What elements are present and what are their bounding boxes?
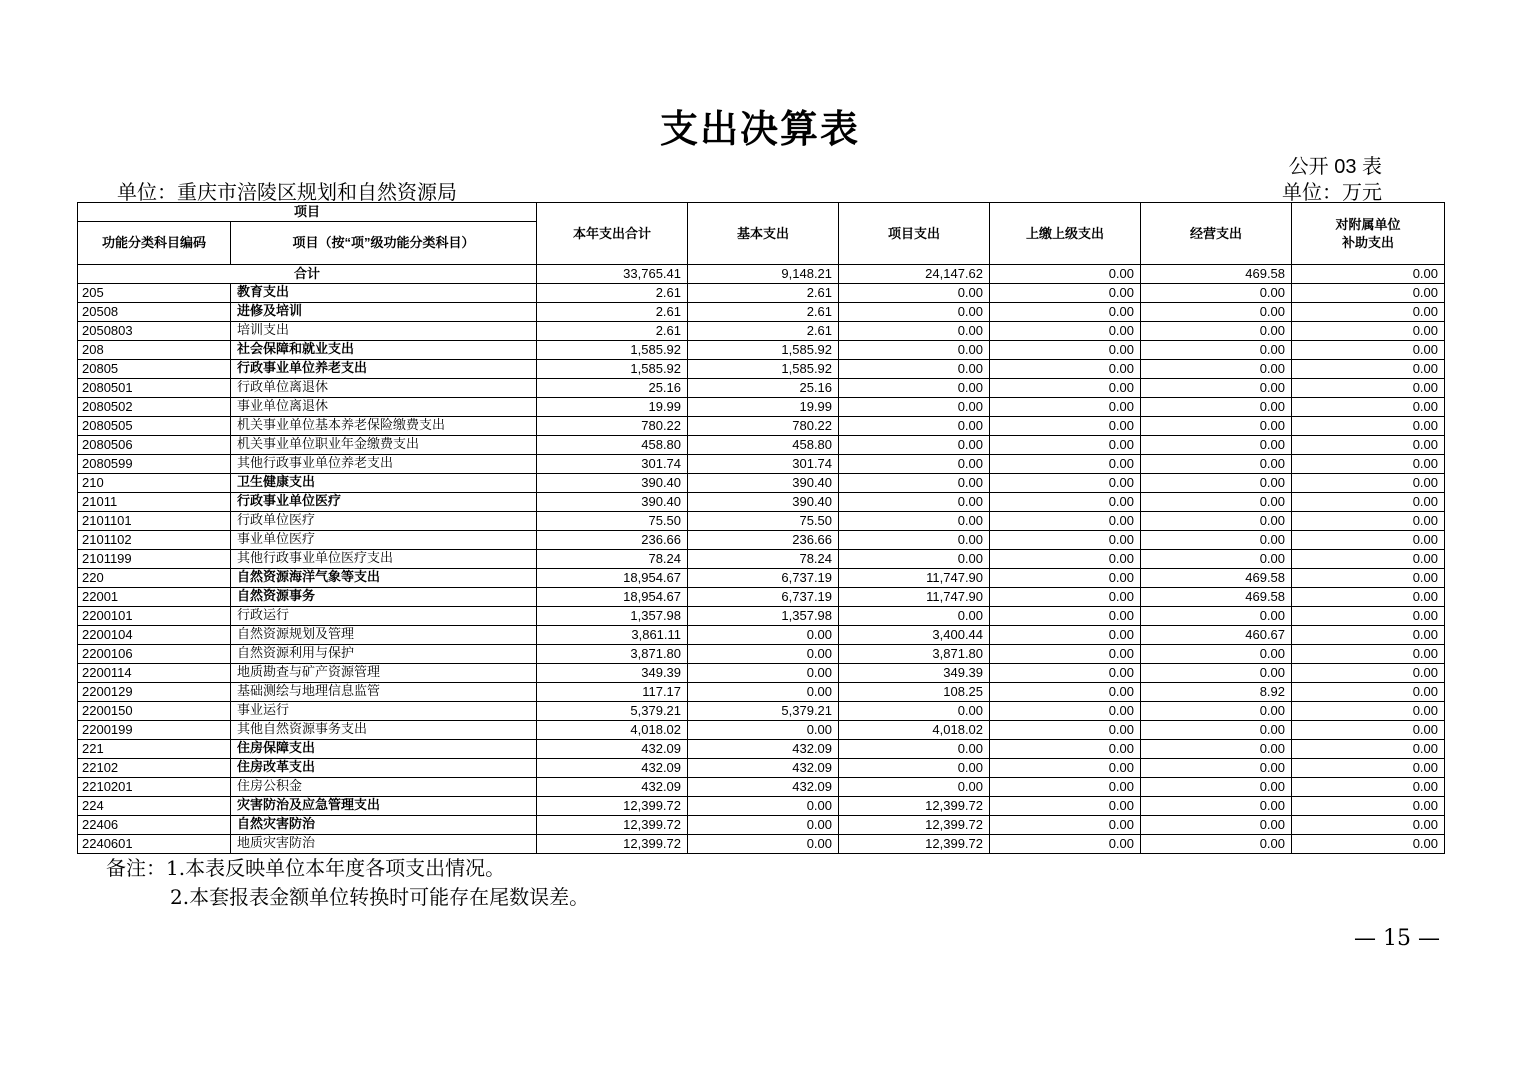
unit-organization: 单位：重庆市涪陵区规划和自然资源局 xyxy=(117,180,457,204)
row-value: 469.58 xyxy=(1141,588,1292,607)
row-name: 自然灾害防治 xyxy=(231,816,537,835)
row-value: 0.00 xyxy=(990,360,1141,379)
table-row xyxy=(78,284,1445,303)
total-cell: 0.00 xyxy=(1292,265,1445,284)
row-value: 0.00 xyxy=(1292,645,1445,664)
row-value: 0.00 xyxy=(1292,284,1445,303)
row-name: 自然资源海洋气象等支出 xyxy=(231,569,537,588)
row-code: 2101199 xyxy=(78,550,231,569)
table-row xyxy=(78,322,1445,341)
row-value: 0.00 xyxy=(1141,322,1292,341)
row-name: 住房改革支出 xyxy=(231,759,537,778)
row-value: 0.00 xyxy=(839,455,990,474)
row-value: 0.00 xyxy=(1292,607,1445,626)
row-name: 自然资源规划及管理 xyxy=(231,626,537,645)
row-value: 2.61 xyxy=(537,284,688,303)
row-value: 0.00 xyxy=(839,379,990,398)
row-value: 0.00 xyxy=(839,778,990,797)
total-cell: 469.58 xyxy=(1141,265,1292,284)
row-name: 行政单位离退休 xyxy=(231,379,537,398)
row-value: 0.00 xyxy=(1292,417,1445,436)
row-name: 住房公积金 xyxy=(231,778,537,797)
table-row xyxy=(78,588,1445,607)
notes xyxy=(106,854,589,912)
expenditure-table xyxy=(77,202,1445,854)
row-value: 0.00 xyxy=(990,512,1141,531)
row-value: 0.00 xyxy=(990,569,1141,588)
row-value: 0.00 xyxy=(1141,474,1292,493)
table-row xyxy=(78,341,1445,360)
row-value: 0.00 xyxy=(1292,797,1445,816)
row-value: 0.00 xyxy=(1292,322,1445,341)
row-value: 0.00 xyxy=(990,284,1141,303)
row-value: 4,018.02 xyxy=(839,721,990,740)
row-value: 6,737.19 xyxy=(688,588,839,607)
row-value: 0.00 xyxy=(990,322,1141,341)
row-value: 0.00 xyxy=(688,797,839,816)
row-value: 0.00 xyxy=(990,417,1141,436)
row-value: 0.00 xyxy=(990,816,1141,835)
table-row xyxy=(78,512,1445,531)
row-value: 0.00 xyxy=(990,303,1141,322)
row-code: 205 xyxy=(78,284,231,303)
total-row xyxy=(78,265,1445,284)
row-value: 0.00 xyxy=(990,607,1141,626)
row-value: 78.24 xyxy=(537,550,688,569)
row-value: 0.00 xyxy=(1141,664,1292,683)
row-name: 机关事业单位职业年金缴费支出 xyxy=(231,436,537,455)
total-cell: 33,765.41 xyxy=(537,265,688,284)
row-value: 0.00 xyxy=(990,531,1141,550)
table-row xyxy=(78,626,1445,645)
row-code: 20805 xyxy=(78,360,231,379)
row-value: 0.00 xyxy=(1141,645,1292,664)
row-value: 0.00 xyxy=(1292,436,1445,455)
row-value: 0.00 xyxy=(839,759,990,778)
row-name: 事业单位医疗 xyxy=(231,531,537,550)
row-name: 进修及培训 xyxy=(231,303,537,322)
row-value: 0.00 xyxy=(1292,778,1445,797)
row-value: 2.61 xyxy=(537,303,688,322)
row-value: 0.00 xyxy=(1141,778,1292,797)
row-value: 0.00 xyxy=(1141,702,1292,721)
table-row xyxy=(78,797,1445,816)
row-value: 2.61 xyxy=(537,322,688,341)
row-value: 12,399.72 xyxy=(839,797,990,816)
row-value: 12,399.72 xyxy=(839,835,990,854)
row-value: 0.00 xyxy=(688,835,839,854)
row-name: 其他自然资源事务支出 xyxy=(231,721,537,740)
row-name: 卫生健康支出 xyxy=(231,474,537,493)
row-value: 1,585.92 xyxy=(537,341,688,360)
row-value: 0.00 xyxy=(1141,550,1292,569)
row-value: 0.00 xyxy=(1292,360,1445,379)
row-name: 基础测绘与地理信息监管 xyxy=(231,683,537,702)
row-value: 0.00 xyxy=(688,664,839,683)
row-value: 12,399.72 xyxy=(537,816,688,835)
table-row xyxy=(78,683,1445,702)
row-name: 其他行政事业单位医疗支出 xyxy=(231,550,537,569)
row-name: 住房保障支出 xyxy=(231,740,537,759)
row-value: 0.00 xyxy=(990,474,1141,493)
row-value: 0.00 xyxy=(1141,797,1292,816)
row-value: 4,018.02 xyxy=(537,721,688,740)
row-code: 2200106 xyxy=(78,645,231,664)
row-value: 390.40 xyxy=(688,493,839,512)
row-value: 5,379.21 xyxy=(688,702,839,721)
row-value: 432.09 xyxy=(688,778,839,797)
total-cell: 24,147.62 xyxy=(839,265,990,284)
row-value: 5,379.21 xyxy=(537,702,688,721)
row-code: 2200199 xyxy=(78,721,231,740)
row-value: 0.00 xyxy=(990,341,1141,360)
row-value: 75.50 xyxy=(688,512,839,531)
table-row xyxy=(78,778,1445,797)
row-value: 458.80 xyxy=(537,436,688,455)
row-value: 0.00 xyxy=(1141,816,1292,835)
row-name: 培训支出 xyxy=(231,322,537,341)
row-value: 432.09 xyxy=(537,740,688,759)
table-row xyxy=(78,436,1445,455)
row-value: 0.00 xyxy=(688,626,839,645)
row-value: 0.00 xyxy=(990,455,1141,474)
row-value: 2.61 xyxy=(688,322,839,341)
row-value: 0.00 xyxy=(688,721,839,740)
row-code: 224 xyxy=(78,797,231,816)
row-value: 0.00 xyxy=(1141,303,1292,322)
row-value: 78.24 xyxy=(688,550,839,569)
row-name: 社会保障和就业支出 xyxy=(231,341,537,360)
row-code: 2080506 xyxy=(78,436,231,455)
header-item-group: 项目 xyxy=(78,203,537,222)
row-value: 2.61 xyxy=(688,284,839,303)
row-code: 2200114 xyxy=(78,664,231,683)
total-cell: 9,148.21 xyxy=(688,265,839,284)
row-value: 0.00 xyxy=(688,683,839,702)
row-value: 0.00 xyxy=(1141,607,1292,626)
row-value: 0.00 xyxy=(990,664,1141,683)
table-row xyxy=(78,664,1445,683)
row-value: 0.00 xyxy=(1141,379,1292,398)
row-code: 220 xyxy=(78,569,231,588)
row-value: 12,399.72 xyxy=(537,797,688,816)
row-name: 其他行政事业单位养老支出 xyxy=(231,455,537,474)
row-code: 2210201 xyxy=(78,778,231,797)
row-value: 0.00 xyxy=(1141,721,1292,740)
row-value: 3,871.80 xyxy=(839,645,990,664)
row-value: 0.00 xyxy=(990,797,1141,816)
row-value: 117.17 xyxy=(537,683,688,702)
row-name: 地质灾害防治 xyxy=(231,835,537,854)
row-code: 20508 xyxy=(78,303,231,322)
row-value: 0.00 xyxy=(1141,835,1292,854)
row-value: 0.00 xyxy=(1292,664,1445,683)
row-name: 行政事业单位养老支出 xyxy=(231,360,537,379)
row-value: 0.00 xyxy=(1141,740,1292,759)
row-code: 221 xyxy=(78,740,231,759)
row-value: 458.80 xyxy=(688,436,839,455)
table-row xyxy=(78,379,1445,398)
row-value: 1,585.92 xyxy=(688,341,839,360)
row-value: 18,954.67 xyxy=(537,569,688,588)
row-value: 0.00 xyxy=(1292,740,1445,759)
row-code: 2200101 xyxy=(78,607,231,626)
row-value: 11,747.90 xyxy=(839,569,990,588)
row-value: 0.00 xyxy=(1292,588,1445,607)
row-value: 8.92 xyxy=(1141,683,1292,702)
row-value: 18,954.67 xyxy=(537,588,688,607)
row-value: 0.00 xyxy=(839,341,990,360)
row-value: 0.00 xyxy=(839,284,990,303)
row-code: 2080502 xyxy=(78,398,231,417)
row-value: 0.00 xyxy=(839,702,990,721)
header-subsidy-line1: 对附属单位 xyxy=(1335,216,1401,232)
row-value: 0.00 xyxy=(839,322,990,341)
note-1: 备注：1.本表反映单位本年度各项支出情况。 xyxy=(106,856,506,880)
row-value: 0.00 xyxy=(1292,759,1445,778)
row-value: 0.00 xyxy=(990,626,1141,645)
row-value: 0.00 xyxy=(1141,360,1292,379)
row-value: 0.00 xyxy=(990,778,1141,797)
row-value: 0.00 xyxy=(990,588,1141,607)
row-value: 0.00 xyxy=(990,398,1141,417)
row-name: 机关事业单位基本养老保险缴费支出 xyxy=(231,417,537,436)
row-value: 0.00 xyxy=(1292,683,1445,702)
row-name: 事业单位离退休 xyxy=(231,398,537,417)
row-value: 0.00 xyxy=(990,721,1141,740)
row-value: 0.00 xyxy=(1292,550,1445,569)
row-name: 行政事业单位医疗 xyxy=(231,493,537,512)
form-number: 公开 03 表 xyxy=(1288,156,1382,178)
table-row xyxy=(78,740,1445,759)
row-value: 236.66 xyxy=(537,531,688,550)
row-value: 301.74 xyxy=(688,455,839,474)
row-value: 0.00 xyxy=(1292,398,1445,417)
row-value: 0.00 xyxy=(1292,626,1445,645)
row-value: 0.00 xyxy=(1141,341,1292,360)
total-cell: 0.00 xyxy=(990,265,1141,284)
row-value: 0.00 xyxy=(839,531,990,550)
row-value: 0.00 xyxy=(990,683,1141,702)
table-row xyxy=(78,835,1445,854)
row-code: 2240601 xyxy=(78,835,231,854)
row-value: 0.00 xyxy=(839,360,990,379)
row-value: 0.00 xyxy=(839,398,990,417)
table-row xyxy=(78,360,1445,379)
row-value: 108.25 xyxy=(839,683,990,702)
table-row xyxy=(78,607,1445,626)
row-value: 0.00 xyxy=(688,816,839,835)
row-value: 0.00 xyxy=(1141,512,1292,531)
header-upper: 上缴上级支出 xyxy=(990,203,1141,265)
row-value: 0.00 xyxy=(990,493,1141,512)
row-value: 0.00 xyxy=(1292,341,1445,360)
header-code: 功能分类科目编码 xyxy=(78,222,231,265)
row-code: 208 xyxy=(78,341,231,360)
table-row xyxy=(78,531,1445,550)
row-value: 12,399.72 xyxy=(537,835,688,854)
row-value: 0.00 xyxy=(839,474,990,493)
total-label: 合计 xyxy=(78,265,537,284)
row-value: 19.99 xyxy=(537,398,688,417)
row-value: 0.00 xyxy=(839,512,990,531)
row-value: 0.00 xyxy=(1141,417,1292,436)
row-value: 780.22 xyxy=(537,417,688,436)
row-value: 75.50 xyxy=(537,512,688,531)
row-value: 25.16 xyxy=(688,379,839,398)
header-subsidy-line2: 补助支出 xyxy=(1342,234,1395,250)
row-value: 0.00 xyxy=(1141,455,1292,474)
row-value: 3,861.11 xyxy=(537,626,688,645)
row-code: 21011 xyxy=(78,493,231,512)
row-value: 1,357.98 xyxy=(688,607,839,626)
row-value: 0.00 xyxy=(839,303,990,322)
table-row xyxy=(78,474,1445,493)
header-basic: 基本支出 xyxy=(688,203,839,265)
row-value: 0.00 xyxy=(990,740,1141,759)
row-value: 390.40 xyxy=(688,474,839,493)
table-row xyxy=(78,702,1445,721)
row-value: 0.00 xyxy=(1292,721,1445,740)
row-value: 3,400.44 xyxy=(839,626,990,645)
row-value: 460.67 xyxy=(1141,626,1292,645)
row-value: 0.00 xyxy=(1292,474,1445,493)
row-value: 3,871.80 xyxy=(537,645,688,664)
row-code: 2200150 xyxy=(78,702,231,721)
row-value: 390.40 xyxy=(537,493,688,512)
row-value: 0.00 xyxy=(1292,835,1445,854)
table-row xyxy=(78,759,1445,778)
row-value: 0.00 xyxy=(688,645,839,664)
row-name: 教育支出 xyxy=(231,284,537,303)
row-value: 0.00 xyxy=(839,417,990,436)
row-value: 0.00 xyxy=(839,550,990,569)
row-name: 行政单位医疗 xyxy=(231,512,537,531)
row-code: 210 xyxy=(78,474,231,493)
row-code: 2200129 xyxy=(78,683,231,702)
row-name: 自然资源事务 xyxy=(231,588,537,607)
row-value: 0.00 xyxy=(990,436,1141,455)
row-value: 0.00 xyxy=(990,645,1141,664)
row-value: 0.00 xyxy=(1292,816,1445,835)
row-name: 行政运行 xyxy=(231,607,537,626)
row-value: 0.00 xyxy=(1141,493,1292,512)
row-value: 2.61 xyxy=(688,303,839,322)
page-number: — 15 — xyxy=(1354,926,1440,951)
row-name: 灾害防治及应急管理支出 xyxy=(231,797,537,816)
page-title: 支出决算表 xyxy=(659,106,860,151)
row-value: 780.22 xyxy=(688,417,839,436)
row-value: 0.00 xyxy=(990,835,1141,854)
row-code: 2101102 xyxy=(78,531,231,550)
table-row xyxy=(78,550,1445,569)
row-value: 25.16 xyxy=(537,379,688,398)
row-code: 2101101 xyxy=(78,512,231,531)
row-name: 自然资源利用与保护 xyxy=(231,645,537,664)
row-value: 0.00 xyxy=(1141,284,1292,303)
table-row xyxy=(78,455,1445,474)
table-row xyxy=(78,417,1445,436)
row-code: 22406 xyxy=(78,816,231,835)
row-code: 2080501 xyxy=(78,379,231,398)
note-2: 2.本套报表金额单位转换时可能存在尾数误差。 xyxy=(170,885,590,909)
row-value: 0.00 xyxy=(1292,455,1445,474)
row-value: 0.00 xyxy=(1292,531,1445,550)
row-value: 0.00 xyxy=(839,740,990,759)
row-value: 0.00 xyxy=(1292,379,1445,398)
row-value: 1,585.92 xyxy=(688,360,839,379)
table-row xyxy=(78,398,1445,417)
row-value: 432.09 xyxy=(688,759,839,778)
row-value: 11,747.90 xyxy=(839,588,990,607)
table-row xyxy=(78,721,1445,740)
row-code: 2080599 xyxy=(78,455,231,474)
row-value: 0.00 xyxy=(1292,569,1445,588)
row-value: 0.00 xyxy=(1141,436,1292,455)
row-value: 390.40 xyxy=(537,474,688,493)
row-value: 0.00 xyxy=(1141,531,1292,550)
row-value: 0.00 xyxy=(1292,303,1445,322)
row-value: 0.00 xyxy=(839,436,990,455)
row-value: 301.74 xyxy=(537,455,688,474)
table-row xyxy=(78,816,1445,835)
row-value: 349.39 xyxy=(839,664,990,683)
row-value: 1,357.98 xyxy=(537,607,688,626)
row-value: 432.09 xyxy=(537,759,688,778)
row-value: 0.00 xyxy=(1292,493,1445,512)
row-value: 0.00 xyxy=(1292,702,1445,721)
row-value: 0.00 xyxy=(839,607,990,626)
row-name: 地质勘查与矿产资源管理 xyxy=(231,664,537,683)
row-code: 22102 xyxy=(78,759,231,778)
row-value: 236.66 xyxy=(688,531,839,550)
row-value: 0.00 xyxy=(1141,398,1292,417)
row-code: 22001 xyxy=(78,588,231,607)
table-row xyxy=(78,645,1445,664)
row-code: 2050803 xyxy=(78,322,231,341)
row-value: 0.00 xyxy=(990,379,1141,398)
row-code: 2080505 xyxy=(78,417,231,436)
row-value: 432.09 xyxy=(688,740,839,759)
row-value: 1,585.92 xyxy=(537,360,688,379)
row-value: 0.00 xyxy=(839,493,990,512)
header-name: 项目（按“项”级功能分类科目） xyxy=(231,222,537,265)
row-value: 0.00 xyxy=(1292,512,1445,531)
row-name: 事业运行 xyxy=(231,702,537,721)
table-row xyxy=(78,569,1445,588)
row-value: 469.58 xyxy=(1141,569,1292,588)
header-subsidy xyxy=(1292,203,1445,265)
header-total: 本年支出合计 xyxy=(537,203,688,265)
header-project: 项目支出 xyxy=(839,203,990,265)
header-business: 经营支出 xyxy=(1141,203,1292,265)
row-value: 0.00 xyxy=(990,550,1141,569)
row-value: 0.00 xyxy=(1141,759,1292,778)
row-value: 0.00 xyxy=(990,702,1141,721)
row-value: 12,399.72 xyxy=(839,816,990,835)
row-value: 6,737.19 xyxy=(688,569,839,588)
row-value: 0.00 xyxy=(990,759,1141,778)
row-code: 2200104 xyxy=(78,626,231,645)
row-value: 19.99 xyxy=(688,398,839,417)
row-value: 432.09 xyxy=(537,778,688,797)
unit-currency: 单位：万元 xyxy=(1282,180,1382,204)
table-row xyxy=(78,303,1445,322)
row-value: 349.39 xyxy=(537,664,688,683)
table-row xyxy=(78,493,1445,512)
